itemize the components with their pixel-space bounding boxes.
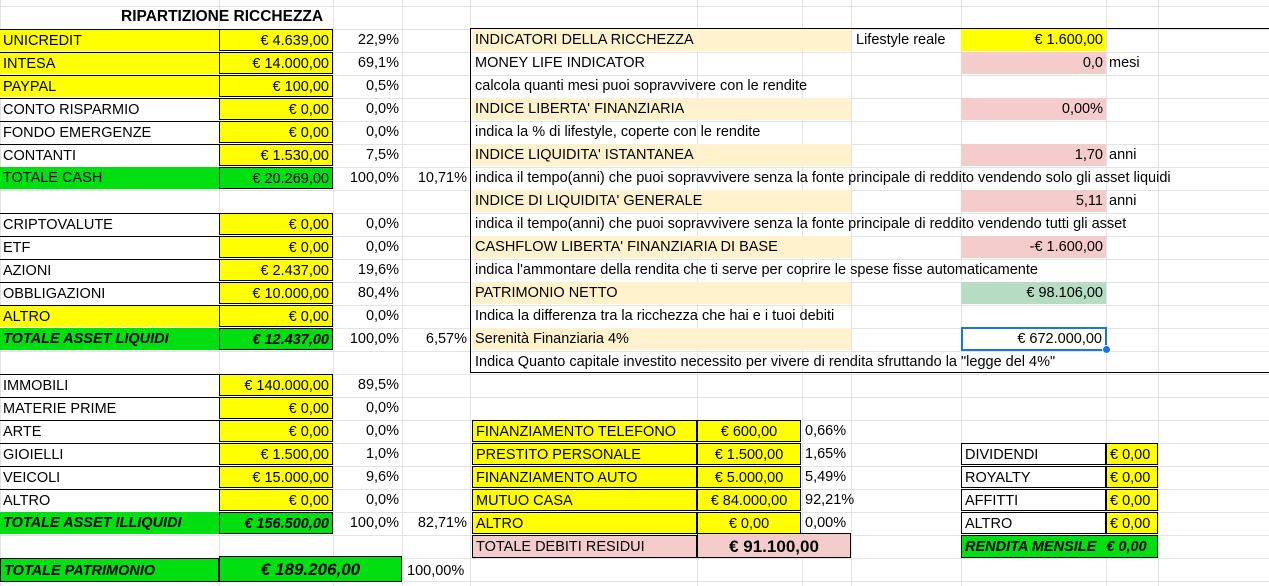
cashflow-description[interactable]: indica l'ammontare della rendita che ti serve per coprire le spese fisse automaticamente	[475, 262, 1038, 278]
cashflow-label[interactable]: CASHFLOW LIBERTA' FINANZIARIA DI BASE	[472, 236, 851, 258]
totale-patrimonio-value[interactable]: € 189.206,00	[219, 556, 402, 582]
totale-patrimonio-pct[interactable]: 100,00%	[407, 563, 465, 579]
ilf-label[interactable]: INDICE LIBERTA' FINANZIARIA	[472, 98, 851, 120]
income-row-value[interactable]: € 0,00	[1106, 489, 1158, 511]
debt-row-value[interactable]: € 1.500,00	[697, 443, 801, 465]
debt-row-pct[interactable]: 0,66%	[805, 423, 847, 439]
liquid-row-value[interactable]: € 2.437,00	[219, 259, 333, 281]
cash-row-value[interactable]: € 0,00	[219, 98, 333, 120]
ili-value[interactable]: 1,70	[961, 144, 1106, 166]
income-row-value[interactable]: € 0,00	[1106, 466, 1158, 488]
liquid-row-pct[interactable]: 0,0%	[365, 216, 399, 232]
rendita-mensile[interactable]	[961, 535, 1158, 558]
indicators-header[interactable]: INDICATORI DELLA RICCHEZZA	[472, 29, 851, 51]
illiquid-row-label[interactable]: IMMOBILI	[0, 374, 219, 396]
debt-row-label[interactable]: ALTRO	[472, 512, 697, 534]
illiquid-row-value[interactable]: € 1.500,00	[219, 443, 333, 465]
indicator-left-border	[470, 28, 471, 372]
liquid-row-label[interactable]: OBBLIGAZIONI	[0, 282, 219, 304]
totale-patrimonio-label[interactable]: TOTALE PATRIMONIO	[0, 558, 219, 582]
cash-row-value[interactable]: € 100,00	[219, 75, 333, 97]
liquid-total-value[interactable]: € 12.437,00	[219, 328, 333, 350]
ilg-description[interactable]: indica il tempo(anni) che puoi sopravvivere senza la fonte principale di reddito vendendo tutti gli asset	[475, 216, 1127, 232]
income-row-value[interactable]: € 0,00	[1106, 443, 1158, 465]
ili-label[interactable]: INDICE LIQUIDITA' ISTANTANEA	[472, 144, 851, 166]
liquid-row-pct[interactable]: 0,0%	[365, 308, 399, 324]
liquid-total-share[interactable]: 6,57%	[425, 331, 467, 347]
illiquid-row-pct[interactable]: 0,0%	[365, 400, 399, 416]
income-row-value[interactable]: € 0,00	[1106, 512, 1158, 534]
income-row-label[interactable]: ALTRO	[961, 512, 1106, 534]
debt-row-value[interactable]: € 84.000,00	[697, 489, 801, 511]
illiquid-row-pct[interactable]: 1,0%	[365, 446, 399, 462]
liquid-row-label[interactable]: CRIPTOVALUTE	[0, 213, 219, 235]
liquid-row-pct[interactable]: 0,0%	[365, 239, 399, 255]
ilf-value[interactable]: 0,00%	[961, 98, 1106, 120]
patrimonio-netto-label[interactable]: PATRIMONIO NETTO	[472, 282, 851, 304]
ili-description[interactable]: indica il tempo(anni) che puoi sopravvivere senza la fonte principale di reddito vendendo solo gli asset liquidi	[475, 170, 1171, 186]
debt-row-pct[interactable]: 1,65%	[805, 446, 847, 462]
cash-row-label[interactable]: CONTO RISPARMIO	[0, 98, 219, 120]
liquid-row-value[interactable]: € 0,00	[219, 213, 333, 235]
debt-row-pct[interactable]: 92,21%	[805, 492, 855, 508]
illiquid-row-label[interactable]: VEICOLI	[0, 466, 219, 488]
debt-row-value[interactable]: € 0,00	[697, 512, 801, 534]
liquid-row-value[interactable]: € 0,00	[219, 305, 333, 327]
illiquid-row-pct[interactable]: 0,0%	[365, 423, 399, 439]
cash-row-pct[interactable]: 69,1%	[357, 55, 399, 71]
ilf-description[interactable]: indica la % di lifestyle, coperte con le rendite	[475, 124, 761, 140]
sheet-title: RIPARTIZIONE RICCHEZZA	[121, 8, 324, 25]
liquid-row-value[interactable]: € 0,00	[219, 236, 333, 258]
liquid-total-pct[interactable]: 100,0%	[349, 331, 399, 347]
ilg-label[interactable]: INDICE DI LIQUIDITA' GENERALE	[472, 190, 851, 212]
cash-row-value[interactable]: € 4.639,00	[219, 29, 333, 51]
lifestyle-label[interactable]: Lifestyle reale	[856, 32, 946, 48]
debt-row-label[interactable]: MUTUO CASA	[472, 489, 697, 511]
liquid-row-label[interactable]: ALTRO	[0, 305, 219, 327]
cash-row-pct[interactable]: 22,9%	[357, 32, 399, 48]
mli-label[interactable]: MONEY LIFE INDICATOR	[475, 55, 645, 71]
mli-unit[interactable]: mesi	[1109, 55, 1140, 71]
serenita-value-selected-cell[interactable]: € 672.000,00	[961, 327, 1107, 351]
illiquid-row-pct[interactable]: 9,6%	[365, 469, 399, 485]
illiquid-total-pct[interactable]: 100,0%	[349, 515, 399, 531]
serenita-description[interactable]: Indica Quanto capitale investito necessito per vivere di rendita sfruttando la "legge del 4%"	[475, 354, 1056, 370]
illiquid-row-value[interactable]: € 140.000,00	[219, 374, 333, 396]
illiquid-row-label[interactable]: ARTE	[0, 420, 219, 442]
cash-total-label[interactable]: TOTALE CASH	[0, 167, 219, 189]
liquid-row-pct[interactable]: 80,4%	[357, 285, 399, 301]
illiquid-row-value[interactable]: € 0,00	[219, 420, 333, 442]
liquid-row-value[interactable]: € 10.000,00	[219, 282, 333, 304]
lifestyle-value[interactable]: € 1.600,00	[961, 29, 1106, 51]
illiquid-row-pct[interactable]: 89,5%	[357, 377, 399, 393]
debt-row-label[interactable]: FINANZIAMENTO TELEFONO	[472, 420, 697, 442]
cash-row-label[interactable]: FONDO EMERGENZE	[0, 121, 219, 143]
debt-row-pct[interactable]: 5,49%	[805, 469, 847, 485]
cash-row-pct[interactable]: 0,5%	[365, 78, 399, 94]
indicator-top-border	[470, 28, 1269, 29]
ilg-value[interactable]: 5,11	[961, 190, 1106, 212]
ili-unit[interactable]: anni	[1109, 147, 1137, 163]
indicator-bottom-border	[470, 372, 1269, 373]
illiquid-total-value[interactable]: € 156.500,00	[219, 512, 333, 534]
patrimonio-netto-value[interactable]: € 98.106,00	[961, 282, 1106, 304]
debt-row-pct[interactable]: 0,00%	[805, 515, 847, 531]
income-row-label[interactable]: DIVIDENDI	[961, 443, 1106, 465]
totale-debiti-value[interactable]: € 91.100,00	[697, 533, 851, 558]
cash-row-pct[interactable]: 0,0%	[365, 101, 399, 117]
patrimonio-netto-description[interactable]: Indica la differenza tra la ricchezza che hai e i tuoi debiti	[475, 308, 835, 324]
income-row-label[interactable]: ROYALTY	[961, 466, 1106, 488]
income-row-label[interactable]: AFFITTI	[961, 489, 1106, 511]
totale-debiti-label[interactable]: TOTALE DEBITI RESIDUI	[472, 535, 697, 558]
cash-row-value[interactable]: € 14.000,00	[219, 52, 333, 74]
cash-total-share[interactable]: 10,71%	[417, 170, 467, 186]
cash-row-value[interactable]: € 0,00	[219, 121, 333, 143]
serenita-label[interactable]: Serenità Finanziaria 4%	[472, 328, 851, 350]
liquid-row-label[interactable]: ETF	[0, 236, 219, 258]
liquid-row-label[interactable]: AZIONI	[0, 259, 219, 281]
illiquid-row-value[interactable]: € 15.000,00	[219, 466, 333, 488]
liquid-total-label[interactable]: TOTALE ASSET LIQUIDI	[0, 328, 219, 350]
illiquid-row-label[interactable]: GIOIELLI	[0, 443, 219, 465]
illiquid-total-label[interactable]: TOTALE ASSET ILLIQUIDI	[0, 512, 219, 534]
rendita-mensile-value: € 0,00	[1106, 539, 1147, 555]
liquid-row-pct[interactable]: 19,6%	[357, 262, 399, 278]
cash-row-pct[interactable]: 0,0%	[365, 124, 399, 140]
cashflow-value[interactable]: -€ 1.600,00	[961, 236, 1106, 258]
illiquid-total-share[interactable]: 82,71%	[417, 515, 467, 531]
cash-row-label[interactable]: PAYPAL	[0, 75, 219, 97]
cash-row-value[interactable]: € 1.530,00	[219, 144, 333, 166]
cash-row-pct[interactable]: 7,5%	[365, 147, 399, 163]
illiquid-row-label[interactable]: MATERIE PRIME	[0, 397, 219, 419]
illiquid-row-label[interactable]: ALTRO	[0, 489, 219, 511]
illiquid-row-value[interactable]: € 0,00	[219, 397, 333, 419]
mli-description[interactable]: calcola quanti mesi puoi sopravvivere con le rendite	[475, 78, 808, 94]
cash-row-label[interactable]: CONTANTI	[0, 144, 219, 166]
cash-row-label[interactable]: UNICREDIT	[0, 29, 219, 51]
rendita-mensile-label: RENDITA MENSILE	[965, 539, 1097, 555]
illiquid-row-pct[interactable]: 0,0%	[365, 492, 399, 508]
grid-column-line	[402, 0, 403, 586]
cash-row-label[interactable]: INTESA	[0, 52, 219, 74]
debt-row-label[interactable]: PRESTITO PERSONALE	[472, 443, 697, 465]
cash-total-pct[interactable]: 100,0%	[349, 170, 399, 186]
debt-row-label[interactable]: FINANZIAMENTO AUTO	[472, 466, 697, 488]
cash-total-value[interactable]: € 20.269,00	[219, 167, 333, 189]
debt-row-value[interactable]: € 5.000,00	[697, 466, 801, 488]
debt-row-value[interactable]: € 600,00	[697, 420, 801, 442]
illiquid-row-value[interactable]: € 0,00	[219, 489, 333, 511]
mli-value[interactable]: 0,0	[961, 52, 1106, 74]
ilg-unit[interactable]: anni	[1109, 193, 1137, 209]
